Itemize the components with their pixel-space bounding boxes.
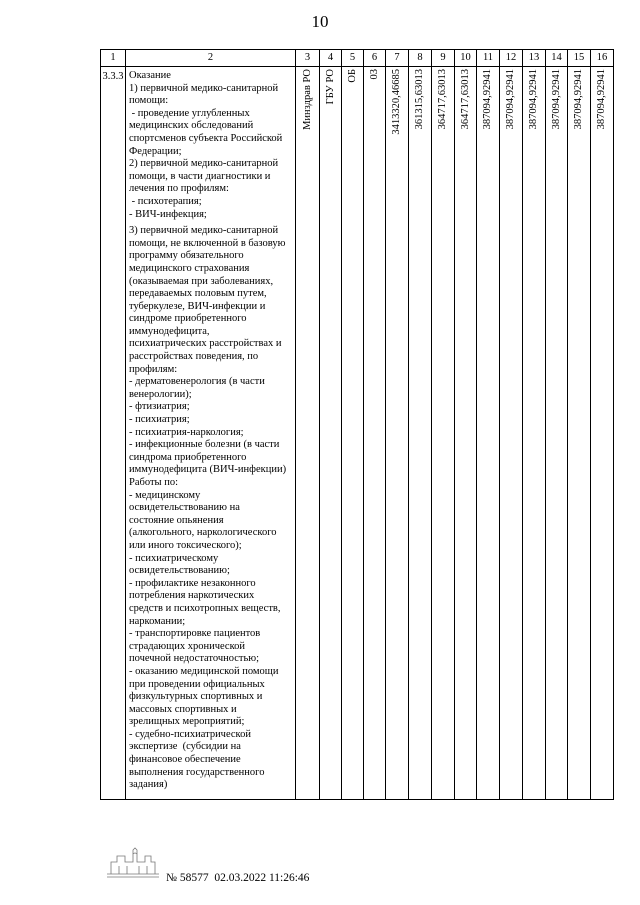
amount-value: 3413320,46685 [391,69,402,135]
description-line: - ВИЧ-инфекция; [129,208,207,220]
description-line: помощи, в части диагностики и [129,170,271,182]
description-line: 3) первичной медико-санитарной [129,225,279,237]
grbs-value: Минздрав РО [301,69,313,130]
description-line: Работы по: [129,477,179,488]
description-line: синдрома приобретенного [129,451,247,463]
government-emblem-icon [105,846,161,880]
amount-value: 387094,92941 [505,69,516,130]
description-line: зрелищных мероприятий; [129,716,245,728]
description-line: выполнения государственного [129,766,265,778]
institution-value: ГБУ РО [324,69,336,105]
description-line: или иного токсического); [129,539,242,551]
description-line: психиатрических расстройствах и [129,338,282,350]
description-line: 1) первичной медико-санитарной [129,82,279,94]
description-line: медицинских обследований [129,120,254,132]
column-number-cell: 6 [364,50,386,67]
description-line: спортсменов субъекта Российской [129,132,283,144]
column-number-cell: 16 [591,50,614,67]
amount-cell [500,67,523,800]
column-number-cell: 2 [126,50,296,67]
description-line: расстройствах поведения, по [129,351,259,363]
description-line: иммунодефицита, [129,325,210,337]
amount-cell [455,67,477,800]
description-line: (оказываемая при заболеваниях, [129,275,274,287]
description-line: - судебно-психиатрической [129,728,251,740]
code-cell [364,67,386,800]
description-line: иммунодефицита (ВИЧ-инфекции) [129,464,287,476]
description-line: освидетельствованию; [129,565,230,577]
amount-value: 387094,92941 [528,69,539,130]
column-number-cell: 5 [342,50,364,67]
column-number-cell: 10 [455,50,477,67]
column-number-cell: 9 [432,50,455,67]
description-line: почечной недостаточностью; [129,653,260,665]
column-number-row [101,50,614,67]
description-line: передаваемых половым путем, [129,288,267,300]
code-value: 03 [368,69,380,80]
column-number-cell: 1 [101,50,126,67]
description-line: - проведение углубленных [129,107,250,119]
description-line: финансовое обеспечение [129,754,241,766]
amount-value: 387094,92941 [573,69,584,130]
description-line: туберкулезе, ВИЧ-инфекции и [129,300,266,312]
description-line: наркомании; [129,615,186,627]
amount-value: 387094,92941 [550,69,562,130]
description-line: - профилактике незаконного [129,577,256,589]
page-number: 10 [311,12,329,31]
amount-cell [477,67,500,800]
amount-value: 387094,92941 [596,69,607,130]
description-line: потребления наркотических [129,590,255,602]
row-description [126,67,296,800]
description-line: - фтизиатрия; [129,401,190,413]
description-line: программу обязательного [129,250,244,262]
description-line: при проведении официальных [129,678,265,690]
description-line: синдроме приобретенного [129,313,247,325]
amount-cell [546,67,568,800]
column-number-cell: 11 [477,50,500,67]
amount-value: 364717,63013 [459,69,471,130]
column-number-cell: 13 [523,50,546,67]
description-line: - оказанию медицинской помощи [129,665,279,677]
budget-type-value: ОБ [346,69,358,83]
description-line: (алкогольного, наркологического [129,527,277,539]
description-line: медицинского страхования [129,262,250,274]
institution-cell [320,67,342,800]
description-line: Оказание [129,70,171,81]
description-lines [129,70,294,792]
amount-value: 387094,92941 [482,69,493,130]
description-line: помощи, не включенной в базовую [129,237,286,249]
column-number-cell: 3 [296,50,320,67]
column-number-cell: 4 [320,50,342,67]
amount-value: 361315,63013 [414,69,425,130]
description-line: - дерматовенерология (в части [129,376,265,388]
description-line: Федерации; [129,145,182,157]
budget-table [100,49,614,800]
description-line: средств и психотропных веществ, [129,602,281,614]
column-number-cell: 14 [546,50,568,67]
description-line: профилям: [129,363,178,375]
amount-value: 364717,63013 [437,69,448,130]
row-code: 3.3.3 [101,67,126,800]
description-line: - психиатрия-наркология; [129,426,244,438]
table-row [101,67,614,800]
description-line: - медицинскому [129,489,201,501]
description-line: 2) первичной медико-санитарной [129,158,279,170]
amount-cell [523,67,546,800]
description-line: задания) [129,779,168,791]
description-line: экспертизе (субсидии на [129,741,241,753]
description-line: помощи: [129,95,169,107]
description-line: - психиатрическому [129,552,219,564]
description-line: - психотерапия; [129,195,202,207]
amount-cell [409,67,432,800]
column-number-cell: 8 [409,50,432,67]
column-number-cell: 7 [386,50,409,67]
column-number-cell: 15 [568,50,591,67]
description-line: физкультурных спортивных и [129,691,263,703]
amount-cell [591,67,614,800]
description-line: - психиатрия; [129,414,190,426]
description-line: - транспортировке пациентов [129,628,261,640]
amount-cell [386,67,409,800]
description-line: лечения по профилям: [129,183,229,195]
amount-cell [568,67,591,800]
description-line: массовых спортивных и [129,703,237,715]
column-number-cell: 12 [500,50,523,67]
amount-cell [432,67,455,800]
description-line: состояние опьянения [129,514,224,526]
budget-type-cell [342,67,364,800]
description-line: венерологии); [129,388,192,400]
registry-stamp: № 58577 02.03.2022 11:26:46 [166,872,310,884]
grbs-cell [296,67,320,800]
description-line: страдающих хронической [129,640,246,652]
description-line: освидетельствованию на [129,502,240,514]
description-line: - инфекционные болезни (в части [129,439,280,451]
